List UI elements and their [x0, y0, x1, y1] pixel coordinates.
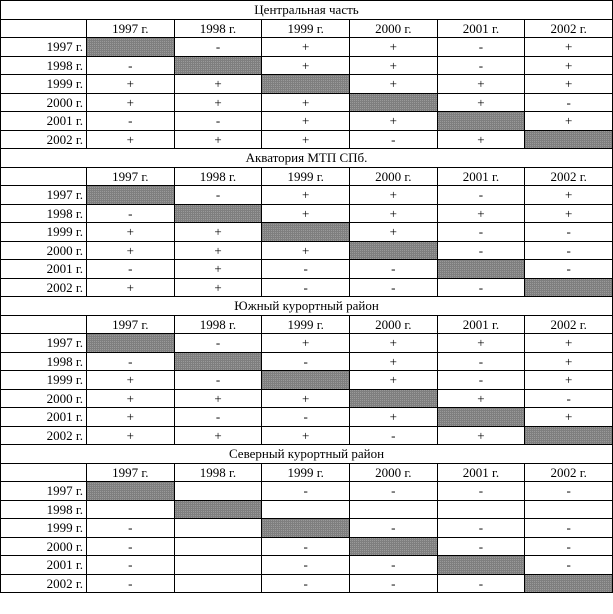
- diagonal-shaded-cell: [174, 56, 262, 75]
- comparison-cell: -: [349, 260, 437, 279]
- year-header-row: [1, 463, 613, 482]
- comparison-cell: -: [87, 574, 175, 593]
- comparison-cell: +: [525, 56, 613, 75]
- comparison-cell: +: [349, 75, 437, 94]
- comparison-cell: -: [525, 93, 613, 112]
- comparison-cell: -: [174, 371, 262, 390]
- comparison-cell: -: [262, 556, 350, 575]
- section-title-row: [1, 297, 613, 316]
- comparison-cell: +: [174, 130, 262, 149]
- table-row: [1, 556, 613, 575]
- comparison-cell: -: [525, 260, 613, 279]
- column-year-header: 2002 г.: [525, 315, 613, 334]
- diagonal-shaded-cell: [525, 574, 613, 593]
- comparison-cell: +: [174, 223, 262, 242]
- comparison-cell: -: [437, 186, 525, 205]
- table-row: [1, 389, 613, 408]
- diagonal-shaded-cell: [349, 389, 437, 408]
- comparison-cell: -: [349, 426, 437, 445]
- year-header-row: [1, 19, 613, 38]
- column-year-header: 1998 г.: [174, 315, 262, 334]
- table-row: [1, 260, 613, 279]
- table-row: [1, 426, 613, 445]
- column-year-header: 1997 г.: [87, 167, 175, 186]
- comparison-cell: [262, 500, 350, 519]
- row-year-header: 1998 г.: [1, 352, 87, 371]
- table-row: [1, 519, 613, 538]
- comparison-cell: -: [262, 408, 350, 427]
- column-year-header: 1999 г.: [262, 19, 350, 38]
- column-year-header: 2001 г.: [437, 19, 525, 38]
- row-year-header: 1998 г.: [1, 204, 87, 223]
- comparison-cell: +: [437, 426, 525, 445]
- row-year-header: 2002 г.: [1, 426, 87, 445]
- comparison-cell: [87, 500, 175, 519]
- diagonal-shaded-cell: [87, 482, 175, 501]
- comparison-cell: -: [349, 519, 437, 538]
- comparison-cell: -: [437, 38, 525, 57]
- diagonal-shaded-cell: [525, 426, 613, 445]
- comparison-cell: +: [525, 75, 613, 94]
- row-year-header: 1997 г.: [1, 334, 87, 353]
- row-year-header: 1997 г.: [1, 38, 87, 57]
- comparison-cell: +: [87, 278, 175, 297]
- comparison-cell: -: [525, 482, 613, 501]
- header-corner-cell: [1, 315, 87, 334]
- comparison-cell: +: [437, 334, 525, 353]
- diagonal-shaded-cell: [437, 260, 525, 279]
- row-year-header: 1999 г.: [1, 519, 87, 538]
- column-year-header: 2000 г.: [349, 463, 437, 482]
- table-row: [1, 500, 613, 519]
- comparison-cell: -: [174, 112, 262, 131]
- diagonal-shaded-cell: [525, 278, 613, 297]
- comparison-cell: -: [349, 556, 437, 575]
- comparison-cell: -: [437, 537, 525, 556]
- comparison-cell: -: [174, 38, 262, 57]
- comparison-cell: [525, 500, 613, 519]
- comparison-cell: -: [349, 278, 437, 297]
- section-title-row: [1, 445, 613, 464]
- year-header-row: [1, 167, 613, 186]
- row-year-header: 1999 г.: [1, 75, 87, 94]
- row-year-header: 2000 г.: [1, 389, 87, 408]
- comparison-cell: -: [262, 260, 350, 279]
- section-title-row: [1, 1, 613, 20]
- comparison-cell: +: [437, 75, 525, 94]
- comparison-cell: +: [174, 241, 262, 260]
- comparison-cell: +: [87, 371, 175, 390]
- comparison-cell: +: [87, 408, 175, 427]
- comparison-cell: -: [525, 223, 613, 242]
- comparison-cell: +: [349, 38, 437, 57]
- comparison-cell: +: [262, 241, 350, 260]
- comparison-cell: +: [525, 334, 613, 353]
- table-row: [1, 482, 613, 501]
- row-year-header: 1999 г.: [1, 371, 87, 390]
- comparison-cell: -: [437, 278, 525, 297]
- comparison-cell: -: [437, 241, 525, 260]
- table-row: [1, 223, 613, 242]
- header-corner-cell: [1, 19, 87, 38]
- comparison-cell: -: [87, 519, 175, 538]
- table-row: [1, 56, 613, 75]
- table-row: [1, 537, 613, 556]
- row-year-header: 1998 г.: [1, 56, 87, 75]
- comparison-cell: -: [437, 574, 525, 593]
- diagonal-shaded-cell: [262, 519, 350, 538]
- comparison-cell: -: [525, 537, 613, 556]
- comparison-cell: +: [87, 75, 175, 94]
- table-row: [1, 352, 613, 371]
- comparison-cell: [437, 500, 525, 519]
- column-year-header: 2000 г.: [349, 167, 437, 186]
- table-row: [1, 204, 613, 223]
- comparison-cell: +: [525, 204, 613, 223]
- comparison-cell: [349, 500, 437, 519]
- comparison-cell: -: [87, 56, 175, 75]
- comparison-cell: +: [349, 223, 437, 242]
- comparison-cell: +: [437, 389, 525, 408]
- column-year-header: 2002 г.: [525, 19, 613, 38]
- diagonal-shaded-cell: [262, 75, 350, 94]
- comparison-cell: -: [174, 186, 262, 205]
- comparison-cell: -: [437, 223, 525, 242]
- diagonal-shaded-cell: [87, 334, 175, 353]
- comparison-cell: -: [262, 278, 350, 297]
- comparison-table-body: [1, 1, 613, 593]
- section-title-row: [1, 149, 613, 168]
- comparison-cell: +: [174, 93, 262, 112]
- comparison-cell: +: [174, 75, 262, 94]
- comparison-cell: +: [437, 204, 525, 223]
- comparison-cell: +: [349, 408, 437, 427]
- comparison-cell: +: [87, 426, 175, 445]
- comparison-cell: -: [437, 371, 525, 390]
- comparison-cell: -: [174, 334, 262, 353]
- column-year-header: 2002 г.: [525, 463, 613, 482]
- diagonal-shaded-cell: [262, 223, 350, 242]
- diagonal-shaded-cell: [437, 556, 525, 575]
- comparison-cell: [174, 482, 262, 501]
- row-year-header: 1997 г.: [1, 482, 87, 501]
- comparison-cell: -: [262, 352, 350, 371]
- comparison-cell: +: [349, 56, 437, 75]
- column-year-header: 1997 г.: [87, 315, 175, 334]
- column-year-header: 2001 г.: [437, 463, 525, 482]
- diagonal-shaded-cell: [349, 537, 437, 556]
- row-year-header: 2002 г.: [1, 574, 87, 593]
- comparison-cell: [174, 519, 262, 538]
- comparison-cell: +: [174, 426, 262, 445]
- column-year-header: 2000 г.: [349, 315, 437, 334]
- table-row: [1, 371, 613, 390]
- comparison-cell: -: [87, 556, 175, 575]
- row-year-header: 1997 г.: [1, 186, 87, 205]
- table-row: [1, 241, 613, 260]
- row-year-header: 2000 г.: [1, 93, 87, 112]
- diagonal-shaded-cell: [349, 241, 437, 260]
- row-year-header: 1998 г.: [1, 500, 87, 519]
- comparison-cell: +: [525, 112, 613, 131]
- comparison-cell: -: [262, 537, 350, 556]
- comparison-cell: -: [525, 519, 613, 538]
- row-year-header: 2001 г.: [1, 408, 87, 427]
- comparison-cell: +: [87, 130, 175, 149]
- row-year-header: 2000 г.: [1, 241, 87, 260]
- comparison-cell: -: [349, 574, 437, 593]
- column-year-header: 2000 г.: [349, 19, 437, 38]
- comparison-cell: +: [262, 93, 350, 112]
- comparison-cell: +: [262, 38, 350, 57]
- comparison-cell: [174, 556, 262, 575]
- section-title: Центральная часть: [1, 1, 613, 20]
- row-year-header: 2001 г.: [1, 556, 87, 575]
- header-corner-cell: [1, 167, 87, 186]
- comparison-cell: +: [262, 389, 350, 408]
- comparison-cell: +: [174, 278, 262, 297]
- comparison-cell: +: [349, 371, 437, 390]
- comparison-cell: -: [349, 130, 437, 149]
- comparison-cell: +: [525, 352, 613, 371]
- comparison-cell: +: [349, 186, 437, 205]
- comparison-cell: +: [262, 130, 350, 149]
- comparison-cell: +: [174, 260, 262, 279]
- section-title: Акватория МТП СПб.: [1, 149, 613, 168]
- comparison-cell: +: [525, 371, 613, 390]
- comparison-cell: -: [87, 260, 175, 279]
- diagonal-shaded-cell: [174, 352, 262, 371]
- comparison-cell: +: [87, 389, 175, 408]
- row-year-header: 2001 г.: [1, 260, 87, 279]
- comparison-cell: -: [87, 352, 175, 371]
- comparison-cell: -: [525, 389, 613, 408]
- comparison-cell: [174, 537, 262, 556]
- column-year-header: 1998 г.: [174, 19, 262, 38]
- table-row: [1, 278, 613, 297]
- comparison-cell: +: [262, 186, 350, 205]
- comparison-cell: +: [262, 56, 350, 75]
- comparison-cell: -: [437, 482, 525, 501]
- section-title: Северный курортный район: [1, 445, 613, 464]
- comparison-cell: +: [87, 223, 175, 242]
- comparison-cell: +: [87, 93, 175, 112]
- column-year-header: 1998 г.: [174, 463, 262, 482]
- comparison-cell: +: [525, 38, 613, 57]
- diagonal-shaded-cell: [437, 112, 525, 131]
- row-year-header: 2002 г.: [1, 130, 87, 149]
- column-year-header: 2002 г.: [525, 167, 613, 186]
- diagonal-shaded-cell: [437, 408, 525, 427]
- column-year-header: 2001 г.: [437, 315, 525, 334]
- section-title: Южный курортный район: [1, 297, 613, 316]
- diagonal-shaded-cell: [87, 186, 175, 205]
- column-year-header: 1999 г.: [262, 315, 350, 334]
- comparison-cell: +: [262, 112, 350, 131]
- table-row: [1, 38, 613, 57]
- comparison-cell: -: [437, 352, 525, 371]
- comparison-cell: +: [349, 112, 437, 131]
- header-corner-cell: [1, 463, 87, 482]
- table-row: [1, 574, 613, 593]
- column-year-header: 1997 г.: [87, 463, 175, 482]
- column-year-header: 1999 г.: [262, 167, 350, 186]
- comparison-cell: +: [262, 426, 350, 445]
- comparison-cell: +: [262, 204, 350, 223]
- row-year-header: 2002 г.: [1, 278, 87, 297]
- comparison-cell: -: [437, 519, 525, 538]
- table-row: [1, 75, 613, 94]
- table-row: [1, 112, 613, 131]
- comparison-cell: -: [87, 204, 175, 223]
- table-row: [1, 130, 613, 149]
- table-row: [1, 334, 613, 353]
- comparison-cell: +: [174, 389, 262, 408]
- row-year-header: 2000 г.: [1, 537, 87, 556]
- diagonal-shaded-cell: [174, 204, 262, 223]
- diagonal-shaded-cell: [262, 371, 350, 390]
- year-header-row: [1, 315, 613, 334]
- comparison-cell: +: [525, 186, 613, 205]
- comparison-cell: -: [262, 574, 350, 593]
- comparison-cell: -: [87, 112, 175, 131]
- column-year-header: 1997 г.: [87, 19, 175, 38]
- comparison-cell: -: [174, 408, 262, 427]
- diagonal-shaded-cell: [349, 93, 437, 112]
- comparison-cell: +: [437, 93, 525, 112]
- row-year-header: 1999 г.: [1, 223, 87, 242]
- comparison-cell: [174, 574, 262, 593]
- table-row: [1, 408, 613, 427]
- comparison-cell: -: [525, 556, 613, 575]
- table-row: [1, 186, 613, 205]
- column-year-header: 2001 г.: [437, 167, 525, 186]
- column-year-header: 1998 г.: [174, 167, 262, 186]
- diagonal-shaded-cell: [525, 130, 613, 149]
- diagonal-shaded-cell: [87, 38, 175, 57]
- comparison-cell: +: [349, 204, 437, 223]
- comparison-cell: +: [349, 352, 437, 371]
- comparison-cell: -: [437, 56, 525, 75]
- diagonal-shaded-cell: [174, 500, 262, 519]
- comparison-cell: +: [437, 130, 525, 149]
- comparison-cell: -: [87, 537, 175, 556]
- comparison-cell: -: [349, 482, 437, 501]
- table-row: [1, 93, 613, 112]
- column-year-header: 1999 г.: [262, 463, 350, 482]
- comparison-cell: -: [525, 241, 613, 260]
- comparison-cell: -: [262, 482, 350, 501]
- comparison-cell: +: [262, 334, 350, 353]
- comparison-cell: +: [525, 408, 613, 427]
- comparison-cell: +: [87, 241, 175, 260]
- comparison-cell: +: [349, 334, 437, 353]
- row-year-header: 2001 г.: [1, 112, 87, 131]
